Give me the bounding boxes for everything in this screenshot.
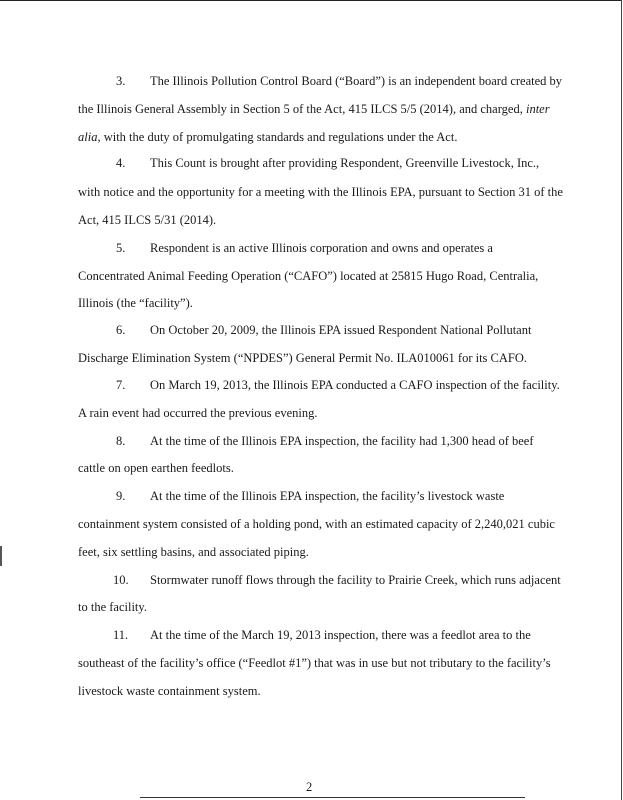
- paragraph-text: Concentrated Animal Feeding Operation (“CAFO”) located at 25815 Hugo Road, Centralia,: [78, 269, 539, 283]
- paragraph-text: containment system consisted of a holding pond, with an estimated capacity of 2,240,021 cubic: [78, 517, 555, 531]
- paragraph-text: to the facility.: [78, 600, 147, 614]
- paragraph-text: with notice and the opportunity for a meeting with the Illinois EPA, pursuant to Section 31 of the: [78, 185, 563, 199]
- paragraph-number: 10.: [113, 573, 129, 587]
- paragraph-number: 7.: [116, 378, 126, 392]
- paragraph-text: A rain event had occurred the previous evening.: [78, 406, 318, 420]
- paragraph-text: Respondent is an active Illinois corporation and owns and operates a: [150, 241, 493, 255]
- page-border-bottom: [140, 797, 525, 798]
- paragraph-number: 8.: [116, 434, 126, 448]
- paragraph-number: 9.: [116, 489, 126, 503]
- paragraph-text: Discharge Elimination System (“NPDES”) General Permit No. ILA010061 for its CAFO.: [78, 351, 528, 365]
- paragraph-text: Stormwater runoff flows through the facility to Prairie Creek, which runs adjacent: [150, 573, 561, 587]
- paragraph-text: At the time of the Illinois EPA inspection, the facility’s livestock waste: [150, 489, 505, 503]
- paragraph-text: This Count is brought after providing Respondent, Greenville Livestock, Inc.,: [150, 156, 540, 170]
- paragraph-number: 4.: [116, 156, 126, 170]
- paragraph-text: Illinois (the “facility”).: [78, 296, 193, 310]
- paragraph-text: Act, 415 ILCS 5/31 (2014).: [78, 213, 217, 227]
- scan-mark: [0, 546, 2, 566]
- page-border-right: [621, 0, 622, 800]
- paragraph-text: On October 20, 2009, the Illinois EPA issued Respondent National Pollutant: [150, 323, 532, 337]
- page-border-top: [0, 0, 621, 1]
- paragraph-number: 6.: [116, 323, 126, 337]
- paragraph-number: 3.: [116, 74, 126, 88]
- paragraph-text: On March 19, 2013, the Illinois EPA conducted a CAFO inspection of the facility.: [150, 378, 560, 392]
- page-number: 2: [306, 780, 313, 794]
- paragraph-text: cattle on open earthen feedlots.: [78, 461, 234, 475]
- paragraph-number: 11.: [113, 628, 129, 642]
- paragraph-number: 5.: [116, 241, 126, 255]
- paragraph-text: The Illinois Pollution Control Board (“Board”) is an independent board created by: [150, 74, 563, 88]
- paragraph-text: the Illinois General Assembly in Section 5 of the Act, 415 ILCS 5/5 (2014), and charged, inter: [78, 102, 550, 116]
- paragraph-text: southeast of the facility’s office (“Feedlot #1”) that was in use but not tributary to the facility’s: [78, 656, 551, 670]
- paragraph-text: livestock waste containment system.: [78, 684, 261, 698]
- paragraph-text: At the time of the Illinois EPA inspection, the facility had 1,300 head of beef: [150, 434, 534, 448]
- paragraph-text: At the time of the March 19, 2013 inspection, there was a feedlot area to the: [150, 628, 531, 642]
- paragraph-text: alia, with the duty of promulgating standards and regulations under the Act.: [78, 130, 458, 144]
- paragraph-text: feet, six settling basins, and associated piping.: [78, 545, 309, 559]
